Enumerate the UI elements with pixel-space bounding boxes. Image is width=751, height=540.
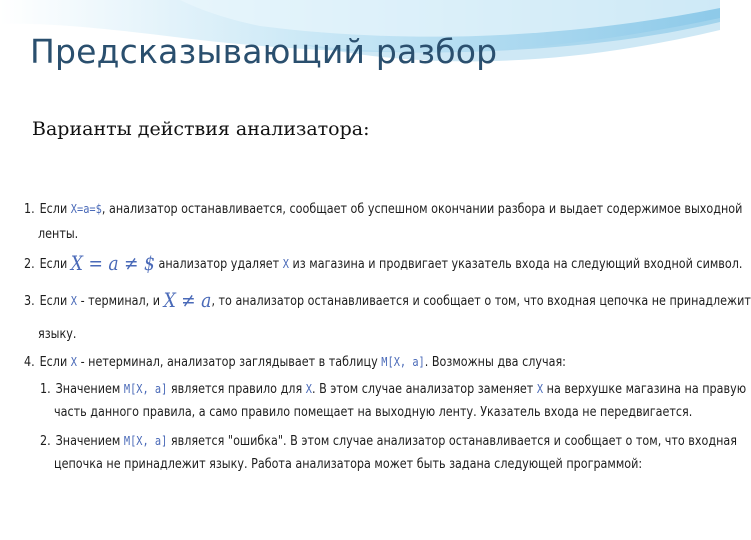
algorithm-steps-image xyxy=(20,174,751,500)
step-text: Если xyxy=(39,257,68,272)
step-number: 3. xyxy=(24,294,35,309)
slide-subtitle: Варианты действия анализатора: xyxy=(32,118,370,140)
code-fragment: M[X, a] xyxy=(123,434,168,448)
code-fragment: X xyxy=(536,382,544,396)
code-fragment: M[X, a] xyxy=(381,355,425,369)
step-text: Если xyxy=(39,202,68,217)
step-text: на верхушке магазина на правую xyxy=(546,382,747,397)
step-number: 2. xyxy=(24,257,35,272)
step-number: 2. xyxy=(40,434,51,449)
step-text: анализатор удаляет xyxy=(158,257,280,272)
step-2 xyxy=(24,251,743,275)
slide-title: Предсказывающий разбор xyxy=(30,32,498,71)
step-text: Значением xyxy=(55,382,121,397)
code-fragment: X xyxy=(70,355,78,369)
step-text: Значением xyxy=(55,434,121,449)
step-number: 1. xyxy=(40,382,51,397)
step-text: языку. xyxy=(38,327,77,342)
step-text: - нетерминал, анализатор заглядывает в таблицу xyxy=(80,355,378,370)
step-4-2 xyxy=(40,432,737,451)
code-fragment: X xyxy=(70,294,78,308)
step-text: - терминал, и xyxy=(80,294,161,309)
step-4-2-continuation xyxy=(54,456,642,474)
step-text: является "ошибка". В этом случае анализатор останавливается и сообщает о том, что входная xyxy=(170,434,737,449)
step-text: , анализатор останавливается, сообщает об успешном окончании разбора и выдает содержимое выходной xyxy=(101,202,743,217)
step-1 xyxy=(24,200,742,219)
step-text: ленты. xyxy=(38,227,79,242)
step-text: часть данного правила, а само правило помещает на выходную ленту. Указатель входа не передвигается. xyxy=(54,405,693,420)
math-formula: X ≠ a xyxy=(163,288,212,312)
step-text: , то анализатор останавливается и сообщает о том, что входная цепочка не принадлежит xyxy=(211,294,751,309)
step-4 xyxy=(24,353,566,372)
step-number: 1. xyxy=(24,202,35,217)
step-1-continuation xyxy=(38,226,78,244)
step-4-1 xyxy=(40,380,746,399)
step-text: . Возможны два случая: xyxy=(424,355,566,370)
step-text: из магазина и продвигает указатель входа на следующий входной символ. xyxy=(292,257,743,272)
step-4-1-continuation xyxy=(54,404,692,422)
code-fragment: X xyxy=(305,382,312,396)
step-text: Если xyxy=(39,294,68,309)
code-fragment: M[X, a] xyxy=(123,382,168,396)
step-text: . В этом случае анализатор заменяет xyxy=(311,382,534,397)
step-number: 4. xyxy=(24,355,35,370)
step-3 xyxy=(24,288,751,312)
step-text: Если xyxy=(39,355,68,370)
step-3-continuation xyxy=(38,326,76,344)
code-fragment: X xyxy=(282,257,289,271)
step-text: цепочка не принадлежит языку. Работа анализатора может быть задана следующей программой: xyxy=(54,457,643,472)
code-fragment: X=a=$ xyxy=(70,202,102,216)
step-text: является правило для xyxy=(170,382,303,397)
math-formula: X = a ≠ $ xyxy=(70,251,155,275)
